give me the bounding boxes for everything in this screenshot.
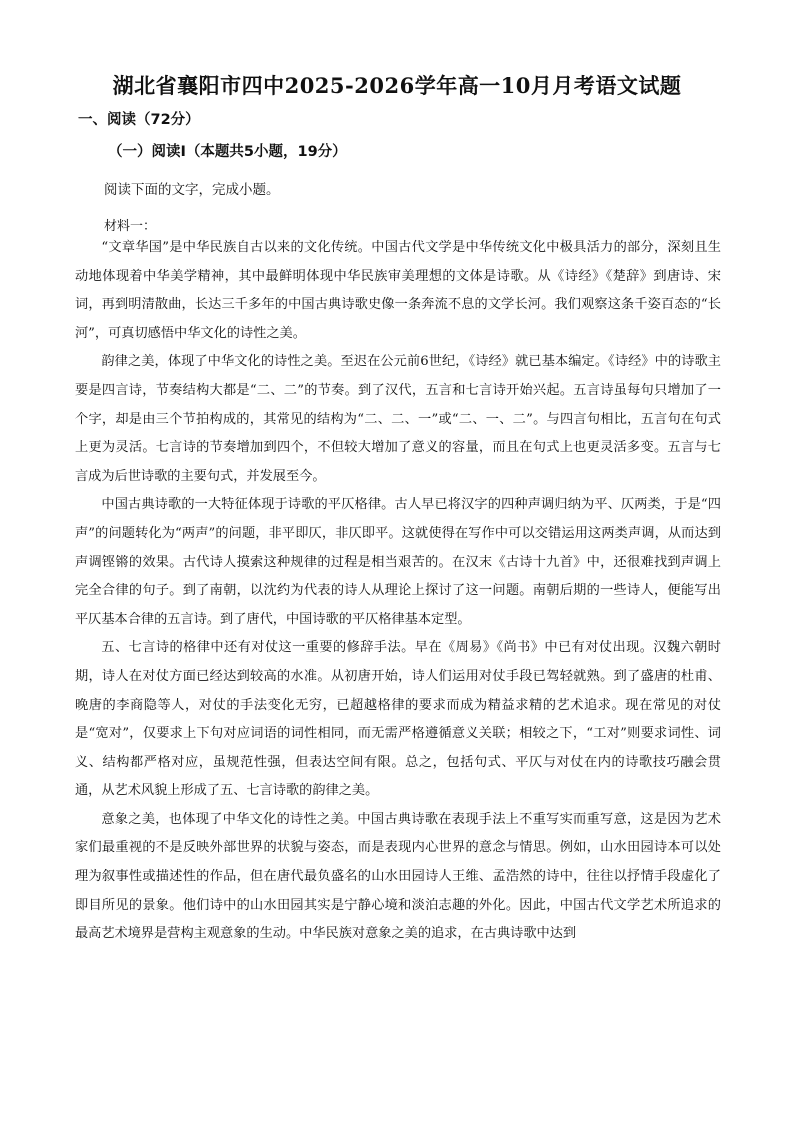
- article-body: [75, 234, 721, 949]
- exam-title: 湖北省襄阳市四中2025-2026学年高一10月月考语文试题: [112, 73, 682, 98]
- reading-instruction: 阅读下面的文字，完成小题。: [104, 182, 280, 198]
- material-label: 材料一：: [104, 219, 157, 234]
- subsection-heading: （一）阅读Ⅰ（本题共5小题，19分）: [108, 144, 347, 160]
- paragraph: 韵律之美，体现了中华文化的诗性之美。至迟在公元前6世纪，《诗经》就已基本编定。《诗经》中的诗歌主要是四言诗，节奏结构大都是“二、二”的节奏。到了汉代，五言和七言诗开始兴起。五言诗虽每句只增加了一个字，却是由三个节拍构成的，其常见的结构为“二、二、一”或“二、一、二”。与四言句相比，五言句在句式上更为灵活。七言诗的节奏增加到四个，不但较大增加了意义的容量，而且在句式上也更灵活多变。五言与七言成为后世诗歌的主要句式，并发展至今。: [75, 354, 721, 484]
- paragraph: 五、七言诗的格律中还有对仗这一重要的修辞手法。早在《周易》《尚书》中已有对仗出现。汉魏六朝时期，诗人在对仗方面已经达到较高的水准。从初唐开始，诗人们运用对仗手段已驾轻就熟。到了盛唐的杜甫、晚唐的李商隐等人，对仗的手法变化无穷，已超越格律的要求而成为精益求精的艺术追求。现在常见的对仗是“宽对”，仅要求上下句对应词语的词性相同，而无需严格遵循意义关联；相较之下，“工对”则要求词性、词义、结构都严格对应，虽规范性强，但表达空间有限。总之，包括句式、平仄与对仗在内的诗歌技巧融会贯通，从艺术风貌上形成了五、七言诗歌的韵律之美。: [75, 640, 721, 799]
- paragraph: 意象之美，也体现了中华文化的诗性之美。中国古典诗歌在表现手法上不重写实而重写意，这是因为艺术家们最重视的不是反映外部世界的状貌与姿态，而是表现内心世界的意念与情思。例如，山水田园诗本可以处理为叙事性或描述性的作品，但在唐代最负盛名的山水田园诗人王维、孟浩然的诗中，往往以抒情手段虚化了即目所见的景象。他们诗中的山水田园其实是宁静心境和淡泊志趣的外化。因此，中国古代文学艺术所追求的最高艺术境界是营构主观意象的生动。中华民族对意象之美的追求，在古典诗歌中达到: [75, 811, 721, 942]
- section-heading: 一、阅读（72分）: [78, 112, 200, 128]
- paragraph: 中国古典诗歌的一大特征体现于诗歌的平仄格律。古人早已将汉字的四种声调归纳为平、仄两类，于是“四声”的问题转化为“两声”的问题，非平即仄，非仄即平。这就使得在写作中可以交错运用这两类声调，从而达到声调铿锵的效果。古代诗人摸索这种规律的过程是相当艰苦的。在汉末《古诗十九首》中，还很难找到声调上完全合律的句子。到了南朝，以沈约为代表的诗人从理论上探讨了这一问题。南朝后期的一些诗人，便能写出平仄基本合律的五言诗。到了唐代，中国诗歌的平仄格律基本定型。: [75, 497, 721, 627]
- paragraph: “文章华国”是中华民族自古以来的文化传统。中国古代文学是中华传统文化中极具活力的部分，深刻且生动地体现着中华美学精神，其中最鲜明体现中华民族审美理想的文体是诗歌。从《诗经》《楚辞》到唐诗、宋词，再到明清散曲，长达三千多年的中国古典诗歌史像一条奔流不息的文学长河。我们观察这条千姿百态的“长河”，可真切感悟中华文化的诗性之美。: [75, 240, 721, 341]
